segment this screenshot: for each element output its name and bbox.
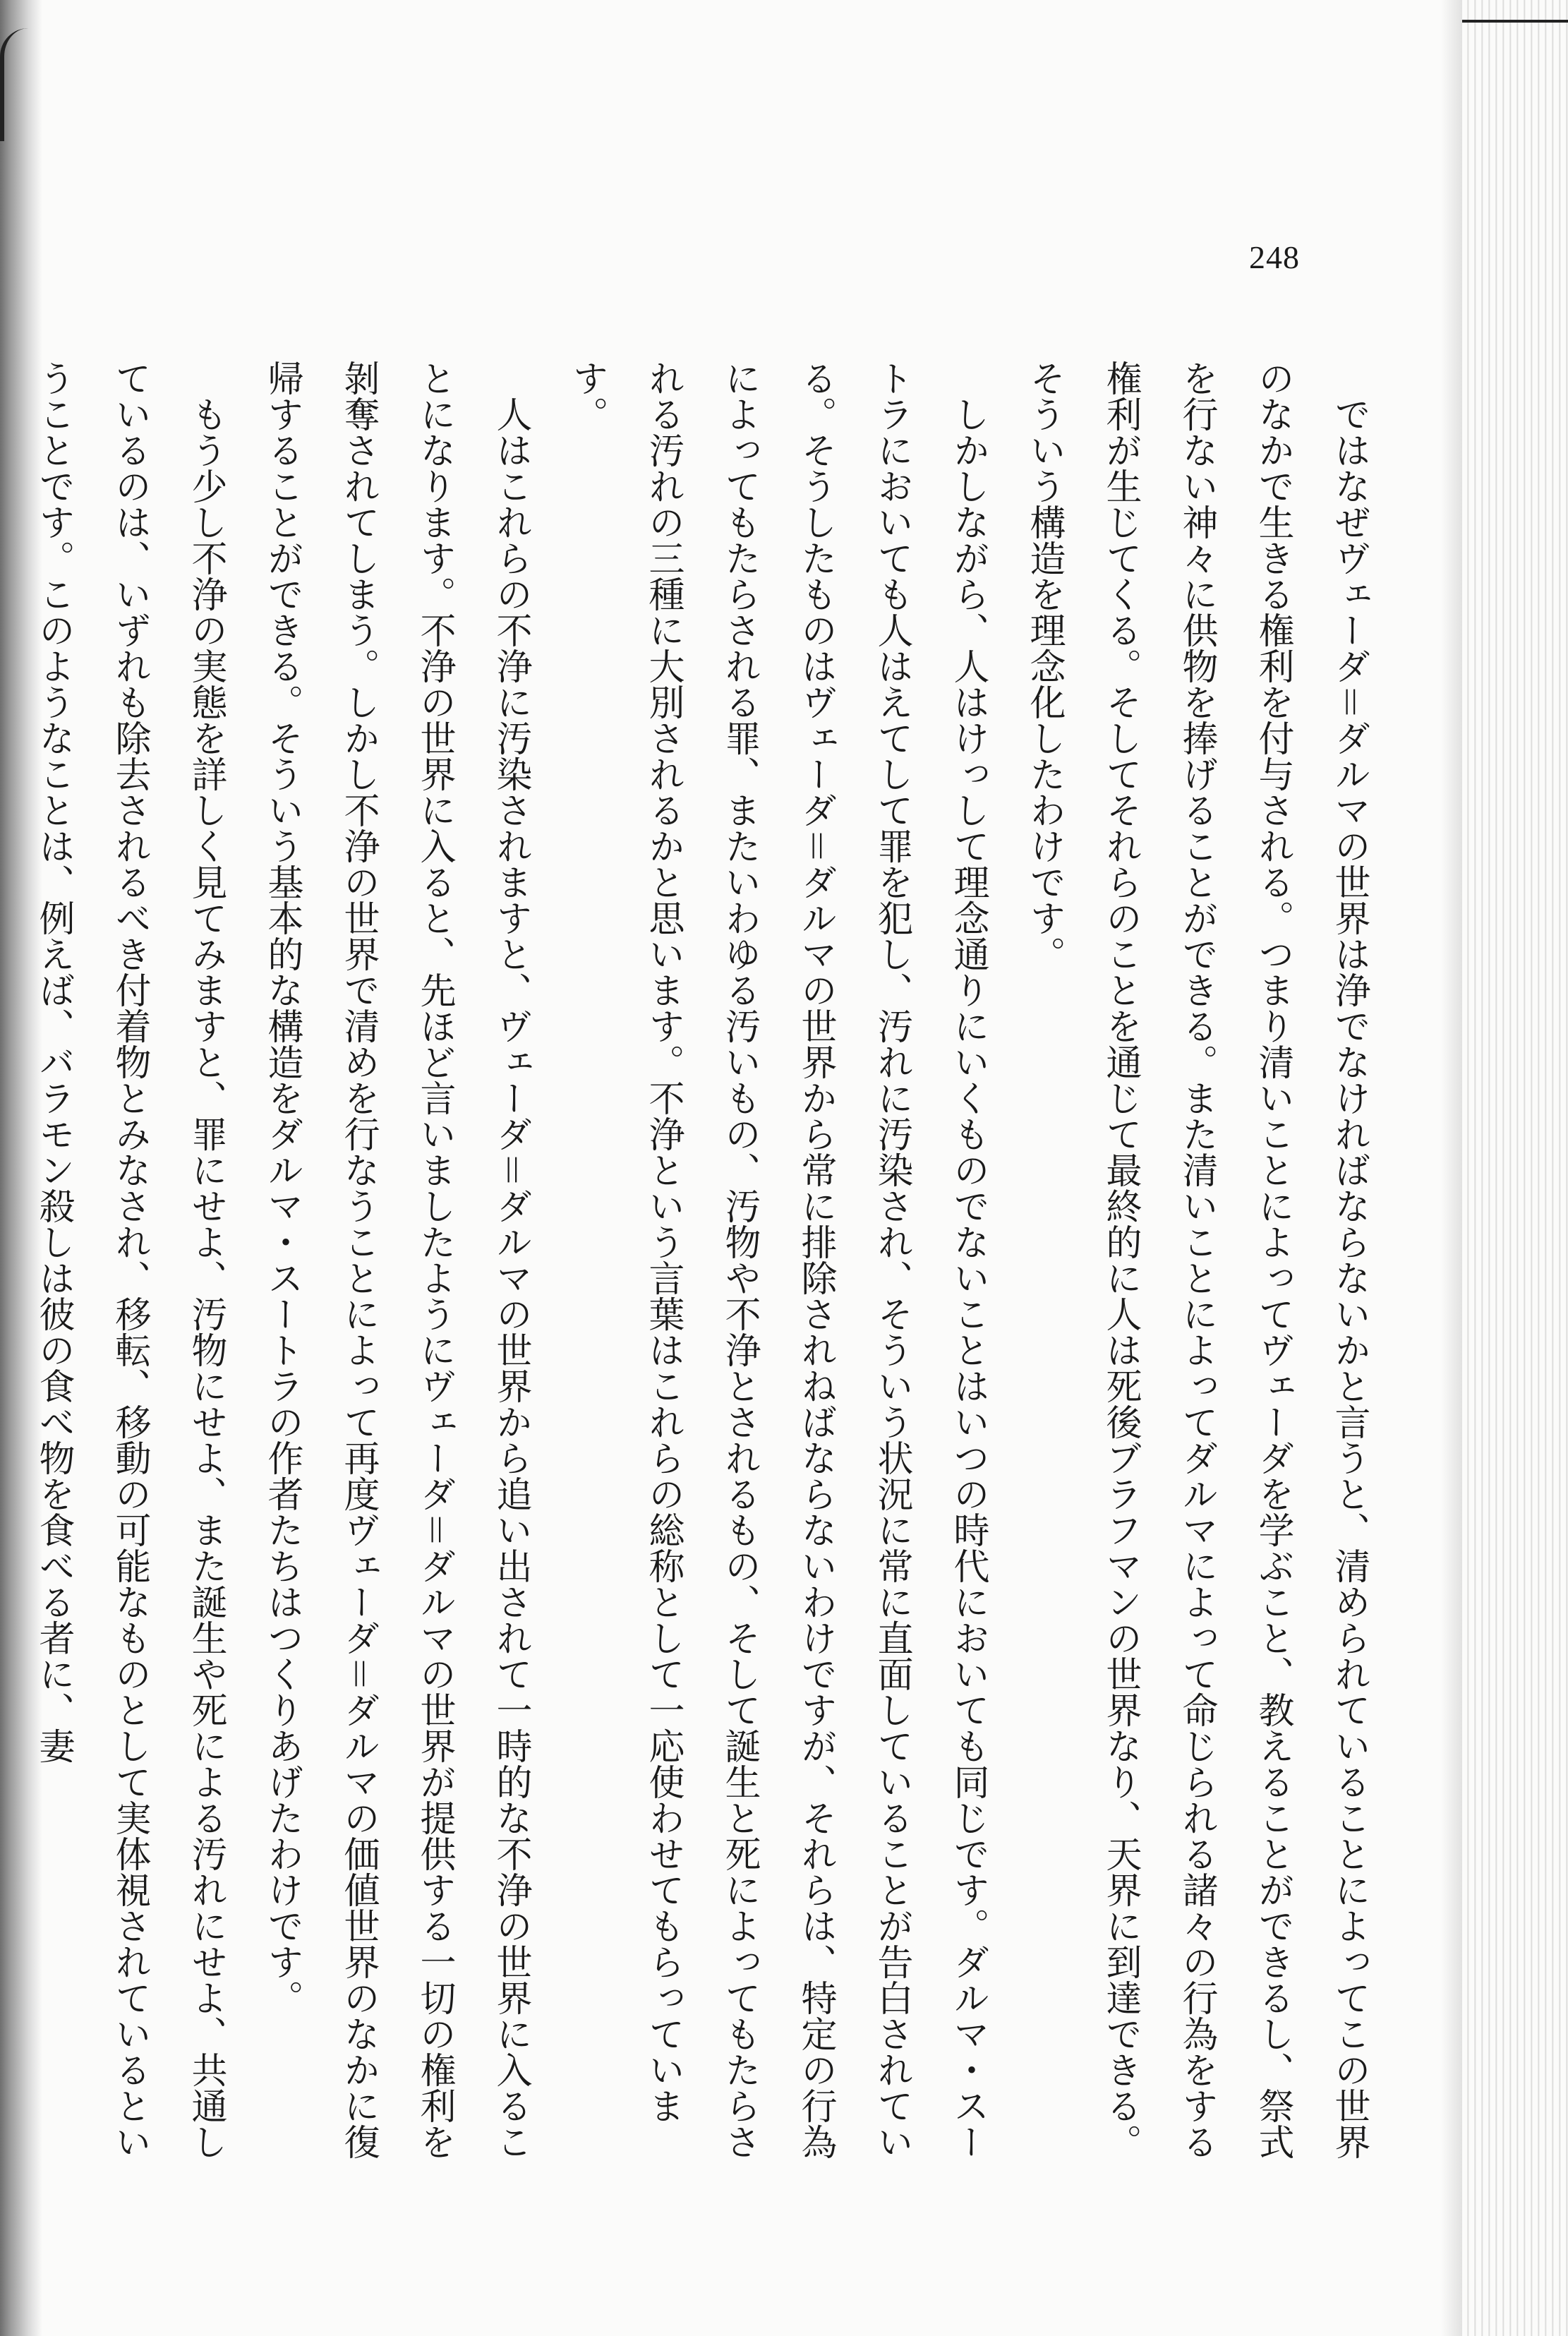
- paragraph-1: ではなぜヴェーダ＝ダルマの世界は浄でなければならないかと言うと、清められていることによってこの世界のなかで生きる権利を付与される。つまり清いことによってヴェーダを学ぶこと、教えることができるし、祭式を行ない神々に供物を捧げることができる。また清いことによってダルマによって命じられる諸々の行為をする権利が生じてくる。そしてそれらのことを通じて最終的に人は死後ブラフマンの世界なり、天界に到達できる。そういう構造を理念化したわけです。: [1023, 360, 1370, 2160]
- paragraph-4: もう少し不浄の実態を詳しく見てみますと、罪にせよ、汚物にせよ、また誕生や死による汚れにせよ、共通しているのは、いずれも除去されるべき付着物とみなされ、移転、移動の可能なものとして実体視されているということです。このようなことは、例えば、バラモン殺しは彼の食べ物を食べる者に、妻: [32, 360, 227, 2160]
- page-number: 248: [1249, 239, 1300, 275]
- page-stack-edge: [1462, 0, 1568, 2336]
- page-curl-mark: [0, 28, 32, 141]
- body-text: [32, 360, 1387, 2167]
- page-edge-shadow: [1441, 0, 1462, 2336]
- paragraph-2: しかしながら、人はけっして理念通りにいくものでないことはいつの時代においても同じです。ダルマ・スートラにおいても人はえてして罪を犯し、汚れに汚染され、そういう状況に常に直面していることが告白されている。そうしたものはヴェーダ＝ダルマの世界から常に排除されねばならないわけですが、それらは、特定の行為によってもたらされる罪、またいわゆる汚いもの、汚物や不浄とされるもの、そして誕生と死によってもたらされる汚れの三種に大別されるかと思います。不浄という言葉はこれらの総称として一応使わせてもらっています。: [566, 360, 989, 2160]
- top-edge-rule: [1462, 20, 1568, 23]
- paragraph-3: 人はこれらの不浄に汚染されますと、ヴェーダ＝ダルマの世界から追い出されて一時的な不浄の世界に入ることになります。不浄の世界に入ると、先ほど言いましたようにヴェーダ＝ダルマの世界が提供する一切の権利を剝奪されてしまう。しかし不浄の世界で清めを行なうことによって再度ヴェーダ＝ダルマの価値世界のなかに復帰することができる。そういう基本的な構造をダルマ・スートラの作者たちはつくりあげたわけです。: [261, 360, 531, 2160]
